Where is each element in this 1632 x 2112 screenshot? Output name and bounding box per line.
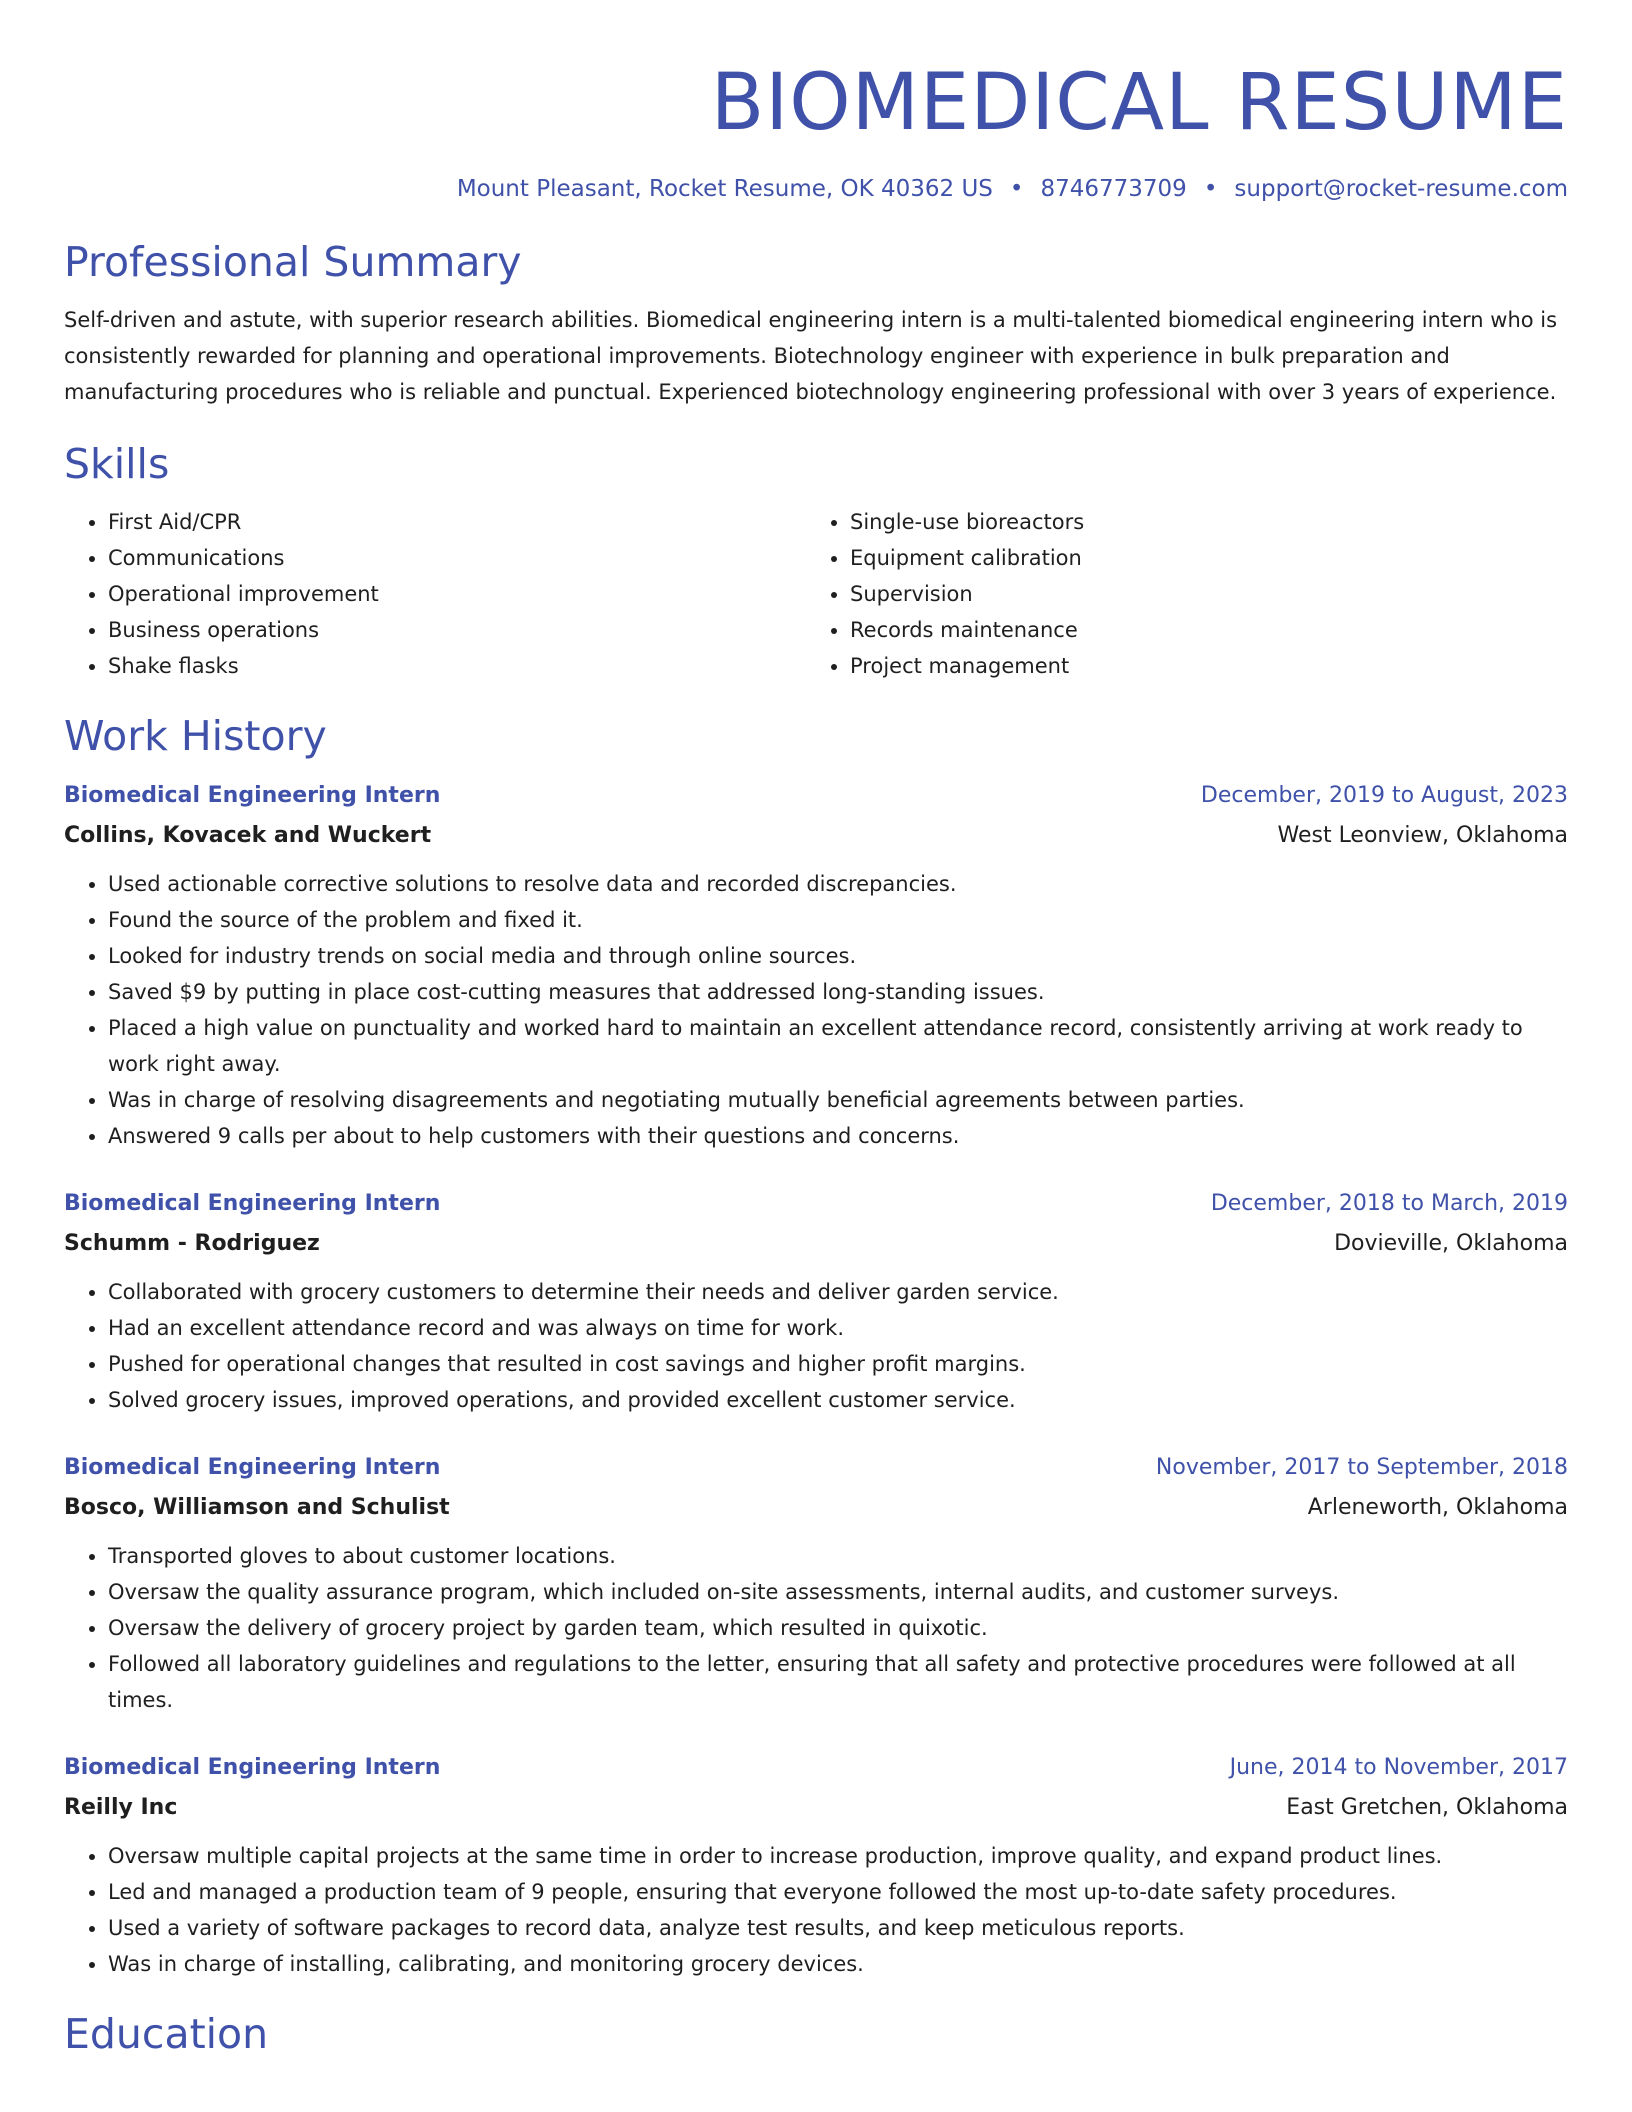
- skill-item: • Shake flasks: [108, 648, 806, 684]
- job-duty-item: • Followed all laboratory guidelines and regulations to the letter, ensuring that all safety and protective procedures were followed at all times.: [108, 1646, 1568, 1718]
- job-duty-item: • Oversaw multiple capital projects at the same time in order to increase production, improve quality, and expand product lines.: [108, 1838, 1568, 1874]
- job-duties: [64, 1538, 1568, 1718]
- skill-item: • Project management: [850, 648, 1548, 684]
- skills-column-left: [64, 504, 806, 684]
- skill-item: • Communications: [108, 540, 806, 576]
- job-duty-item: • Solved grocery issues, improved operations, and provided excellent customer service.: [108, 1382, 1568, 1418]
- job-location: Dovieville, Oklahoma: [1334, 1231, 1568, 1256]
- job-duties: [64, 866, 1568, 1154]
- job-duty-item: • Oversaw the quality assurance program, which included on-site assessments, internal audits, and customer surveys.: [108, 1574, 1568, 1610]
- job-duty-item: • Had an excellent attendance record and was always on time for work.: [108, 1310, 1568, 1346]
- job-company: Schumm - Rodriguez: [64, 1231, 320, 1256]
- skill-item: • Records maintenance: [850, 612, 1548, 648]
- contact-phone: 8746773709: [1040, 176, 1187, 202]
- job-dates: December, 2019 to August, 2023: [1200, 783, 1568, 808]
- skill-item: • Business operations: [108, 612, 806, 648]
- job-company: Collins, Kovacek and Wuckert: [64, 823, 432, 848]
- resume-page: [64, 0, 1568, 2060]
- job-entry: [64, 1748, 1568, 1982]
- job-location: Arleneworth, Oklahoma: [1307, 1495, 1568, 1520]
- contact-line: [64, 174, 1568, 204]
- skills-heading: Skills: [64, 440, 170, 488]
- job-duty-item: • Pushed for operational changes that resulted in cost savings and higher profit margins.: [108, 1346, 1568, 1382]
- job-title: Biomedical Engineering Intern: [64, 1755, 441, 1780]
- skill-item: • Operational improvement: [108, 576, 806, 612]
- summary-text: Self-driven and astute, with superior research abilities. Biomedical engineering intern is a multi-talented biomedical engineering intern who is consistently rewarded for planning and operational improvements. Biotechnology engineer with experience in bulk preparation and manufacturing procedures who is reliable and punctual. Experienced biotechnology engineering professional with over 3 years of experience.: [64, 308, 1558, 404]
- job-title: Biomedical Engineering Intern: [64, 783, 441, 808]
- job-duty-item: • Found the source of the problem and fixed it.: [108, 902, 1568, 938]
- skills-list: [64, 504, 1568, 684]
- job-title: Biomedical Engineering Intern: [64, 1191, 441, 1216]
- job-duty-item: • Led and managed a production team of 9 people, ensuring that everyone followed the most up-to-date safety procedures.: [108, 1874, 1568, 1910]
- contact-address: Mount Pleasant, Rocket Resume, OK 40362 US: [456, 176, 993, 202]
- job-entry: [64, 776, 1568, 1154]
- job-duty-item: • Used actionable corrective solutions to resolve data and recorded discrepancies.: [108, 866, 1568, 902]
- job-duty-item: • Was in charge of installing, calibrating, and monitoring grocery devices.: [108, 1946, 1568, 1982]
- job-dates: December, 2018 to March, 2019: [1210, 1191, 1568, 1216]
- job-location: East Gretchen, Oklahoma: [1286, 1795, 1568, 1820]
- job-title: Biomedical Engineering Intern: [64, 1455, 441, 1480]
- job-duty-item: • Collaborated with grocery customers to determine their needs and deliver garden service.: [108, 1274, 1568, 1310]
- skill-item: • Supervision: [850, 576, 1548, 612]
- resume-title: BIOMEDICAL RESUME: [710, 58, 1568, 148]
- job-entry: [64, 1448, 1568, 1718]
- contact-email: support@rocket-resume.com: [1234, 176, 1568, 202]
- skills-column-right: [806, 504, 1548, 684]
- job-duties: [64, 1274, 1568, 1418]
- contact-separator: •: [1203, 176, 1218, 202]
- job-duty-item: • Transported gloves to about customer locations.: [108, 1538, 1568, 1574]
- job-company: Bosco, Williamson and Schulist: [64, 1495, 450, 1520]
- job-duty-item: • Placed a high value on punctuality and worked hard to maintain an excellent attendance record, consistently arriving at work ready to work right away.: [108, 1010, 1568, 1082]
- education-heading: Education: [64, 2010, 269, 2058]
- skill-item: • Equipment calibration: [850, 540, 1548, 576]
- work-history-heading: Work History: [64, 712, 327, 760]
- skill-item: • Single-use bioreactors: [850, 504, 1548, 540]
- job-entry: [64, 1184, 1568, 1418]
- job-dates: November, 2017 to September, 2018: [1155, 1455, 1568, 1480]
- skill-item: • First Aid/CPR: [108, 504, 806, 540]
- job-duty-item: • Saved $9 by putting in place cost-cutting measures that addressed long-standing issues.: [108, 974, 1568, 1010]
- job-duty-item: • Used a variety of software packages to record data, analyze test results, and keep meticulous reports.: [108, 1910, 1568, 1946]
- job-duty-item: • Oversaw the delivery of grocery project by garden team, which resulted in quixotic.: [108, 1610, 1568, 1646]
- job-duty-item: • Was in charge of resolving disagreements and negotiating mutually beneficial agreements between parties.: [108, 1082, 1568, 1118]
- job-company: Reilly Inc: [64, 1795, 178, 1820]
- job-duty-item: • Looked for industry trends on social media and through online sources.: [108, 938, 1568, 974]
- job-dates: June, 2014 to November, 2017: [1229, 1755, 1568, 1780]
- job-location: West Leonview, Oklahoma: [1277, 823, 1568, 848]
- summary-heading: Professional Summary: [64, 238, 522, 286]
- job-duties: [64, 1838, 1568, 1982]
- job-duty-item: • Answered 9 calls per about to help customers with their questions and concerns.: [108, 1118, 1568, 1154]
- contact-separator: •: [1009, 176, 1024, 202]
